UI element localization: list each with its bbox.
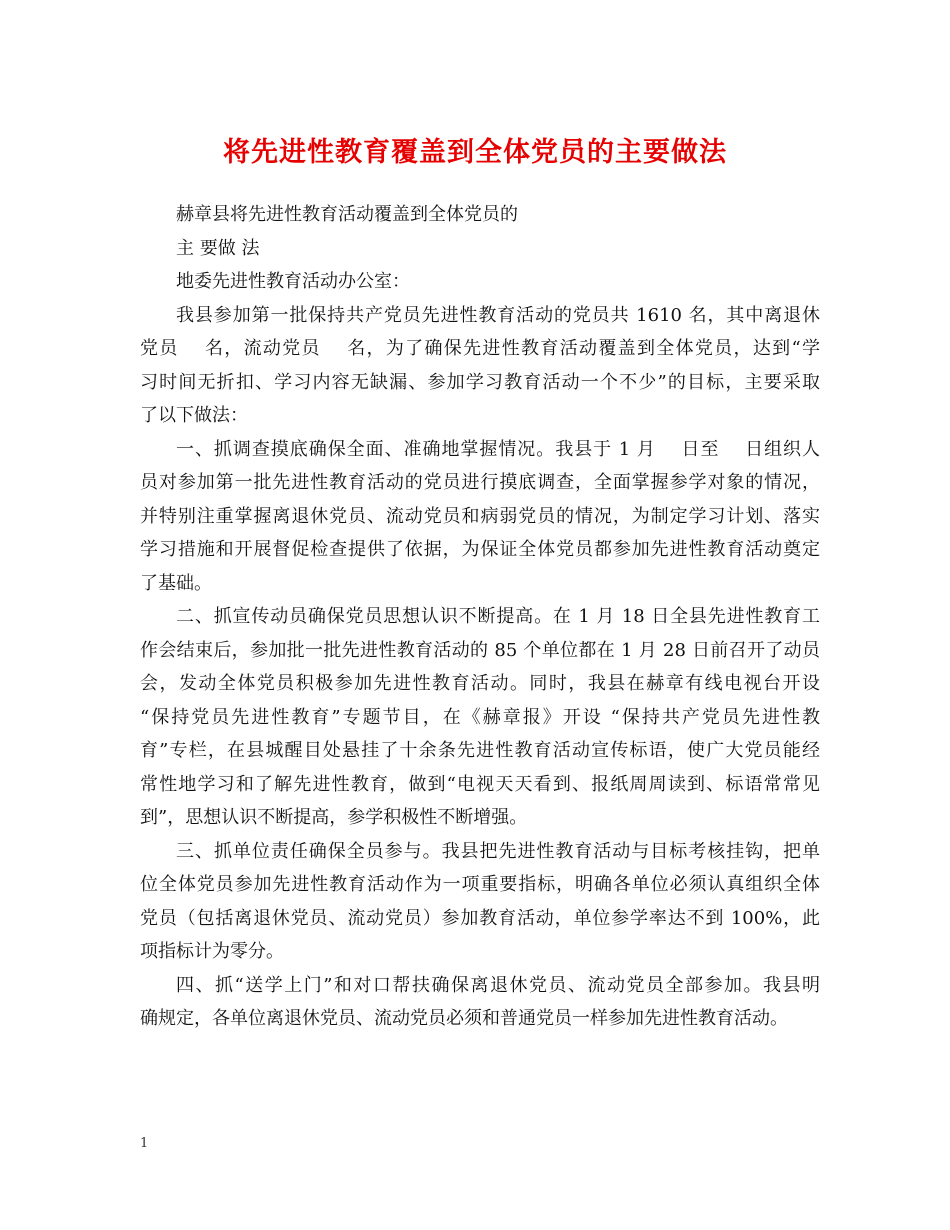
- paragraph: [140, 835, 820, 969]
- heading-line: 赫章县将先进性教育活动覆盖到全体党员的: [176, 204, 518, 225]
- paragraph-line: 常性地学习和了解先进性教育，做到“电视天天看到、报纸周周读到、标语常常见: [140, 773, 820, 795]
- paragraph-line: “保持党员先进性教育”专题节目，在《赫章报》开设 “保持共产党员先进性教: [140, 706, 820, 728]
- paragraph-line: 了基础。: [140, 572, 212, 594]
- paragraph: [140, 600, 820, 835]
- paragraph-line: 党员（包括离退休党员、流动党员）参加教育活动，单位参学率达不到 100%，此: [140, 907, 820, 929]
- paragraph: [140, 969, 820, 1036]
- paragraph-line: 会，发动全体党员积极参加先进性教育活动。同时，我县在赫章有线电视台开设: [140, 673, 820, 694]
- paragraph-line: 项指标计为零分。: [140, 941, 284, 962]
- paragraph-line: 确规定，各单位离退休党员、流动党员必须和普通党员一样参加先进性教育活动。: [140, 1008, 788, 1029]
- paragraph-line: 三、抓单位责任确保全员参与。我县把先进性教育活动与目标考核挂钩，把单: [176, 840, 820, 862]
- paragraph-line: 员对参加第一批先进性教育活动的党员进行摸底调查，全面掌握参学对象的情况，: [140, 472, 820, 493]
- paragraph-line: 作会结束后，参加批一批先进性教育活动的 85 个单位都在 1 月 28 日前召开了动员: [140, 639, 820, 661]
- paragraph-line: 四、抓“送学上门”和对口帮扶确保离退休党员、流动党员全部参加。我县明: [176, 974, 820, 996]
- document-title: 将先进性教育覆盖到全体党员的主要做法: [223, 137, 727, 168]
- page-number: 1: [140, 1136, 149, 1151]
- paragraph: [140, 299, 820, 433]
- paragraph-line: 党员 名，流动党员 名，为了确保先进性教育活动覆盖到全体党员，达到“学: [140, 338, 820, 359]
- heading-line: 地委先进性教育活动办公室：: [176, 271, 410, 292]
- paragraph-line: 位全体党员参加先进性教育活动作为一项重要指标，明确各单位必须认真组织全体: [140, 874, 820, 895]
- paragraph-line: 我县参加第一批保持共产党员先进性教育活动的党员共 1610 名，其中离退休: [176, 304, 820, 326]
- heading-line: 主 要做 法: [176, 237, 260, 259]
- paragraph-line: 并特别注重掌握离退休党员、流动党员和病弱党员的情况，为制定学习计划、落实: [140, 505, 820, 527]
- paragraph-line: 习时间无折扣、学习内容无缺漏、参加学习教育活动一个不少”的目标，主要采取: [140, 371, 820, 393]
- paragraph-line: 育”专栏，在县城醒目处悬挂了十余条先进性教育活动宣传标语，使广大党员能经: [140, 740, 820, 761]
- paragraph-line: 到”，思想认识不断提高，参学积极性不断增强。: [140, 807, 528, 828]
- paragraph-line: 学习措施和开展督促检查提供了依据，为保证全体党员都参加先进性教育活动奠定: [140, 539, 820, 560]
- paragraph: [140, 433, 820, 601]
- paragraph-line: 一、抓调查摸底确保全面、准确地掌握情况。我县于 1 月 日至 日组织人: [176, 438, 820, 460]
- document-body: [140, 198, 820, 1036]
- paragraph-line: 了以下做法：: [140, 405, 248, 426]
- paragraph-line: 二、抓宣传动员确保党员思想认识不断提高。在 1 月 18 日全县先进性教育工: [176, 606, 820, 627]
